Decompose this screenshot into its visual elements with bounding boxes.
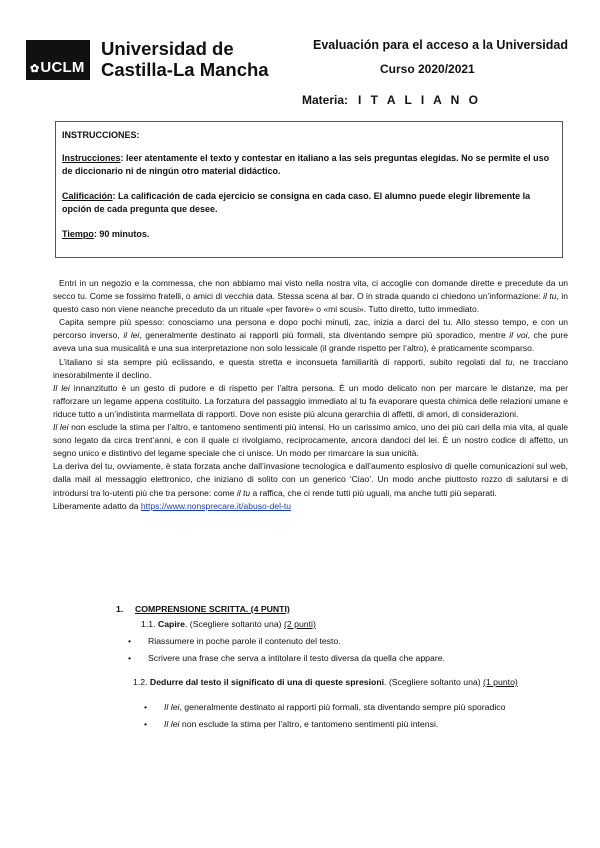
grading-label: Calificación xyxy=(62,191,113,201)
text-span: a raffica, che ci rende tutti più uguali, ma anche tutti più separati. xyxy=(250,487,497,498)
source-link[interactable]: https://www.nonsprecare.it/abuso-del-tu xyxy=(140,500,292,511)
university-name xyxy=(101,38,269,80)
exam-course: Curso 2020/2021 xyxy=(380,62,475,76)
reading-paragraph-1 xyxy=(53,277,568,316)
reading-paragraph-3 xyxy=(53,356,568,382)
question-1-1-points: (2 punti) xyxy=(283,619,316,629)
italic-span: Il lei xyxy=(164,719,180,729)
uclm-emblem-icon: ✿ xyxy=(30,63,40,75)
text-span: , in questo caso non viene neanche preceduto da un rituale «per favore» o «mi scusi». Tutto diretto, tutto immediato. xyxy=(53,291,568,315)
bullet-icon: • xyxy=(144,702,148,712)
question-1-2-points: (1 punto) xyxy=(483,677,518,687)
text-span: innanzitutto è un gesto di pudore e di rispetto per l’altra persona. È un modo delicato non per marcare le distanze, ma per rafforzare un legame appena costituito. La forzatura del passaggio immediato al tu fa evaporare questa chimica delle relazioni umane e riduce tutto a un’indistinta marmellata di rapporti. Dove non esiste più alcuna gerarchia di affetti, di amori, di considerazioni. xyxy=(53,382,569,419)
text-span: , generalmente destinato ai rapporti più formali, sta diventando sempre più sporadico, mentre xyxy=(139,330,510,341)
exam-title: Evaluación para el acceso a la Universidad xyxy=(313,38,568,52)
text-span: Capita sempre più spesso: conosciamo una persona e dopo pochi minuti, zac, inizia a darci del tu. Allo stesso tempo, e con un percorso inverso, xyxy=(53,317,568,341)
question-1-title: COMPRENSIONE SCRITTA. (4 PUNTI) xyxy=(135,604,290,614)
time-label: Tiempo xyxy=(62,229,94,239)
bullet-icon: • xyxy=(144,719,148,729)
time-paragraph xyxy=(62,228,556,241)
question-1-1 xyxy=(141,619,316,629)
text-span: La deriva del tu, ovviamente, è stata forzata anche dall’invasione tecnologica e dall’aumento esplosivo di quelle comunicazioni sul web, dalla mail al messaggio elettronico, che iniziano di solito con un generico ‘Ciao’. Un modo anche piuttosto rozzo di salutarsi e di introdursi tra lo-utenti più che tra persone: come xyxy=(53,461,568,498)
reading-text xyxy=(53,277,568,513)
text-span: L’italiano si sta sempre più eclissando, e questa stretta e inconsueta familiarità di rapporti, subito regolati dal xyxy=(59,356,506,367)
university-line-1: Universidad de xyxy=(101,38,234,59)
uclm-logo xyxy=(26,40,90,80)
grading-text: : La calificación de cada ejercicio se consigna en cada caso. El alumno puede elegir libremente la opción de cada pregunta que desee. xyxy=(62,191,531,214)
text-span: non esclude la stima per l’altro, e tantomeno sentimenti più intensi. Ho un carissimo amico, uno dei più cari della mia vita, al quale sono legato da circa trent’anni, e con il quale ci rivolgiamo, reciprocamente, ancora dandoci del lei. È un nostro codice di affetto, un segno unico e distintivo del legame speciale che ci unisce. Un modo per rimarcare la sua unicità. xyxy=(53,422,568,459)
question-1-2-instruction: . (Scegliere soltanto una) xyxy=(384,677,484,687)
question-1-1-title: Capire xyxy=(157,619,185,629)
question-1-1-option-2: Scrivere una frase che serva a intitolare il testo diversa da quella che appare. xyxy=(148,653,445,663)
grading-paragraph xyxy=(62,190,556,216)
reading-paragraph-6 xyxy=(53,460,568,499)
instructions-text: : leer atentamente el texto y contestar en italiano a las seis preguntas elegidas. No se permite el uso de diccionario ni de ningún otro material didáctico. xyxy=(62,153,550,176)
instructions-heading: INSTRUCCIONES: xyxy=(62,130,140,140)
italic-span: il tu xyxy=(543,291,557,302)
question-1-number: 1. xyxy=(116,604,124,614)
instructions-box xyxy=(55,121,563,258)
source-label: Liberamente adatto da xyxy=(53,500,141,511)
question-1-2 xyxy=(133,677,518,687)
italic-span: Il lei xyxy=(164,702,180,712)
question-1-1-number: 1.1. xyxy=(141,619,156,629)
text-span: , ne tracciano inesorabilmente il declino. xyxy=(53,356,569,380)
instructions-label: Instrucciones xyxy=(62,153,121,163)
instructions-paragraph xyxy=(62,152,556,178)
bullet-icon: • xyxy=(128,653,132,663)
italic-span: Il lei xyxy=(53,422,69,433)
logo-text: UCLM xyxy=(40,59,85,76)
italic-span: il tu xyxy=(236,487,251,498)
university-line-2: Castilla-La Mancha xyxy=(101,59,269,80)
reading-paragraph-5 xyxy=(53,421,568,460)
reading-paragraph-2 xyxy=(53,316,568,355)
time-text: : 90 minutos. xyxy=(93,229,150,239)
subject-line xyxy=(302,93,481,107)
question-1-2-option-1 xyxy=(164,702,505,712)
italic-span: il voi xyxy=(509,330,528,341)
subject-value: I T A L I A N O xyxy=(358,93,482,107)
text-span: Entri in un negozio e la commessa, che non abbiamo mai visto nella nostra vita, ci accoglie con domande dirette e precedute da un secco tu. Come se fossimo fratelli, o amici di vecchia data. Stessa scena al bar. O in strada quando ci chiedono un’informazione: xyxy=(53,278,568,302)
italic-span: tu xyxy=(505,356,513,367)
text-span: , generalmente destinato ai rapporti più formali, sta diventando sempre più sporadico xyxy=(179,702,506,712)
subject-label: Materia: xyxy=(302,93,349,107)
question-1-1-instruction: . (Scegliere soltanto una) xyxy=(184,619,284,629)
question-1-1-option-1: Riassumere in poche parole il contenuto del testo. xyxy=(148,636,341,646)
reading-paragraph-4 xyxy=(53,382,568,421)
text-span: non esclude la stima per l’altro, e tantomeno sentimenti più intensi. xyxy=(179,719,439,729)
italic-span: il lei xyxy=(123,330,140,341)
question-1-2-number: 1.2. xyxy=(133,677,148,687)
source-line xyxy=(53,500,568,513)
italic-span: Il lei xyxy=(53,382,70,393)
bullet-icon: • xyxy=(128,636,132,646)
text-span: , che pure aveva una sua musicalità e una sua interpretazione non solo lessicale (il grande rispetto per l’altro), è praticamente scomparso. xyxy=(53,330,569,354)
question-1-2-option-2 xyxy=(164,719,438,729)
question-1-2-title: Dedurre dal testo il significato di una di queste spresioni xyxy=(149,677,385,687)
